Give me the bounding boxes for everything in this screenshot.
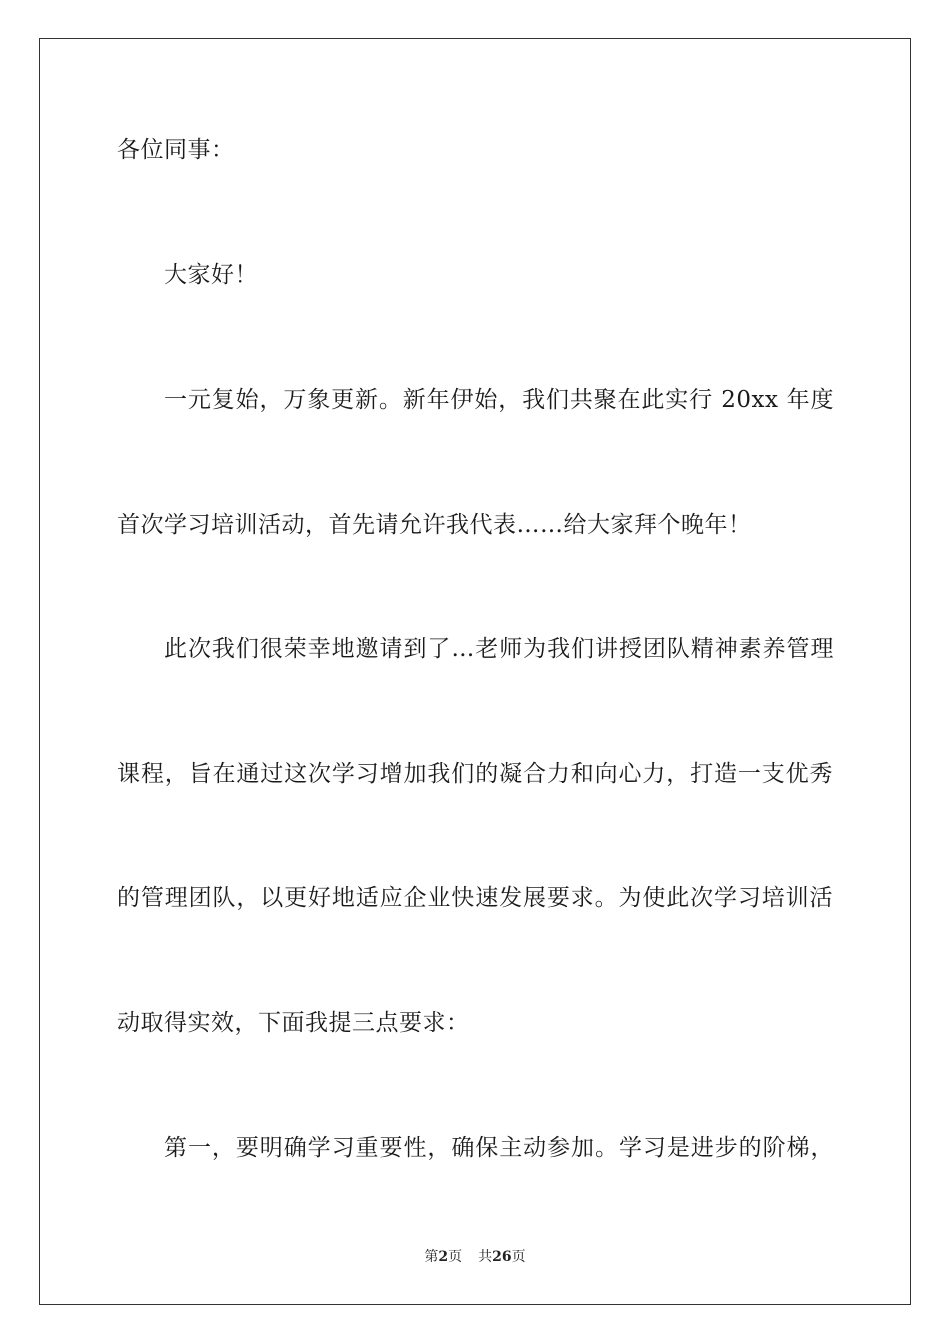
page-border bbox=[39, 38, 911, 1305]
paragraph-line: 的管理团队，以更好地适应企业快速发展要求。为使此次学习培训活 bbox=[117, 885, 833, 911]
greeting-line: 大家好！ bbox=[164, 262, 258, 288]
footer-page-prefix: 第 bbox=[424, 1249, 439, 1265]
footer-page-suffix: 页 bbox=[448, 1249, 463, 1265]
footer-total-suffix: 页 bbox=[511, 1249, 526, 1265]
page-footer bbox=[0, 1248, 950, 1266]
footer-page-total: 26 bbox=[492, 1249, 512, 1265]
paragraph-line: 此次我们很荣幸地邀请到了…老师为我们讲授团队精神素养管理 bbox=[164, 636, 834, 662]
paragraph-line: 课程，旨在通过这次学习增加我们的凝合力和向心力，打造一支优秀 bbox=[117, 761, 833, 787]
salutation-line: 各位同事： bbox=[117, 137, 235, 163]
footer-page-current: 2 bbox=[438, 1249, 449, 1265]
paragraph-line: 第一，要明确学习重要性，确保主动参加。学习是进步的阶梯， bbox=[164, 1135, 834, 1161]
paragraph-line: 动取得实效，下面我提三点要求： bbox=[117, 1010, 470, 1036]
footer-total-prefix: 共 bbox=[478, 1249, 493, 1265]
paragraph-line: 一元复始，万象更新。新年伊始，我们共聚在此实行 20xx 年度 bbox=[164, 387, 834, 413]
paragraph-line: 首次学习培训活动，首先请允许我代表……给大家拜个晚年！ bbox=[117, 512, 752, 538]
